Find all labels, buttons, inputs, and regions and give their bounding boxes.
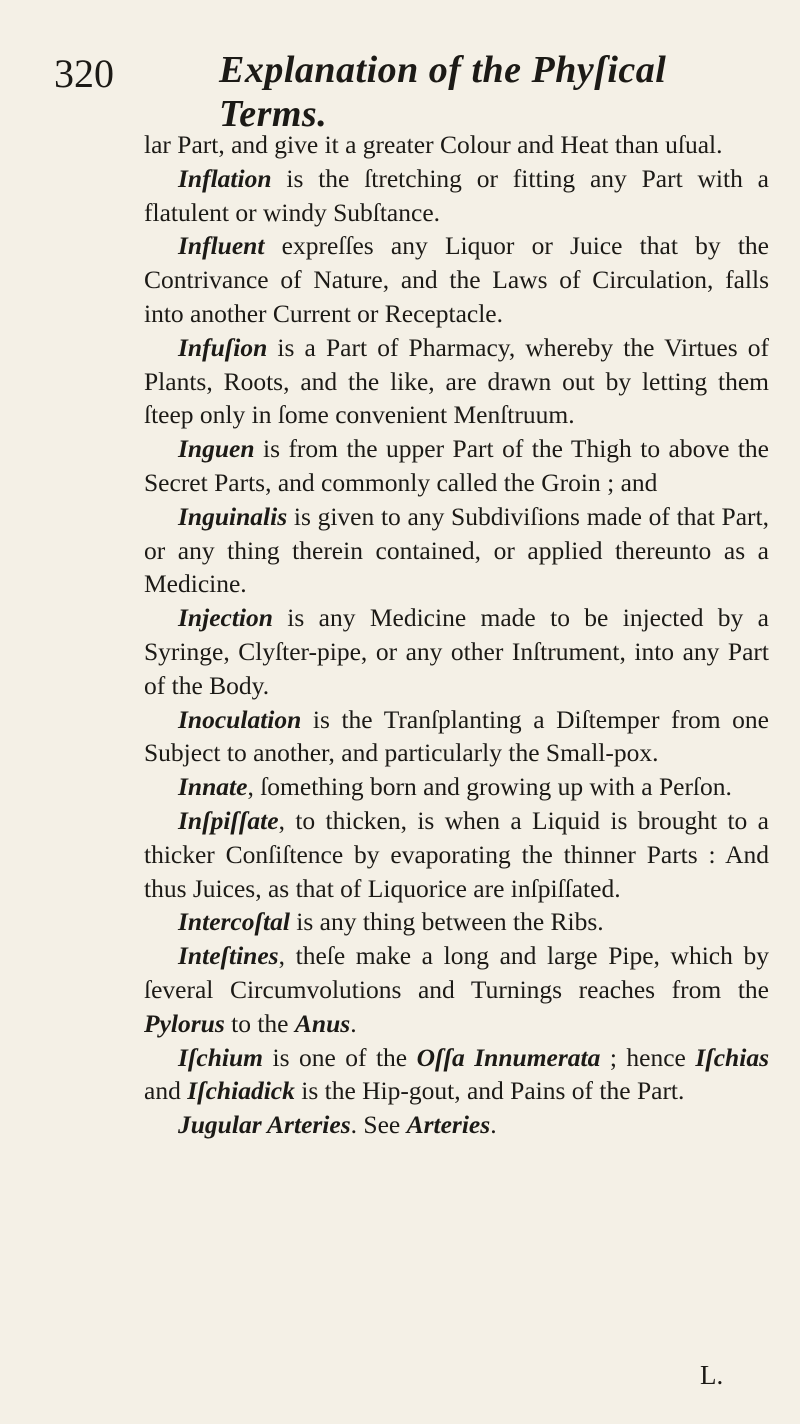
glossary-entry xyxy=(144,1041,769,1109)
italic-word: Anus xyxy=(294,1008,351,1038)
italic-word: Oſſa Innumerata xyxy=(416,1042,601,1072)
glossary-entry xyxy=(144,1108,769,1142)
italic-word: Pylorus xyxy=(144,1008,225,1038)
entry-term: Injection xyxy=(178,603,273,633)
glossary-entry xyxy=(144,331,769,432)
entry-term: Inoculation xyxy=(178,704,302,734)
entry-text: lar Part, and give it a greater Colour and Heat than uſual. xyxy=(144,130,723,159)
glossary-entry xyxy=(144,601,769,702)
entry-text: ; hence xyxy=(600,1042,686,1072)
entry-term: Iſchium xyxy=(178,1042,264,1072)
entry-text: , to thicken, is when a Liquid is brought to a thicker Conſiſtence by evaporating the thinner Parts : And thus Juices, as that of Liquorice are inſpiſſated. xyxy=(144,805,769,903)
entry-text: , ſomething born and growing up with a Perſon. xyxy=(247,772,732,802)
italic-word: Iſchiadick xyxy=(187,1076,295,1106)
entry-text: to the xyxy=(224,1008,295,1038)
entry-term: Intercoſtal xyxy=(178,907,290,937)
entry-text: and xyxy=(144,1076,188,1106)
entry-text: is the Tranſplanting a Diſtemper from one Subject to another, and particularly the Small-pox. xyxy=(144,704,769,768)
entry-text: is the ſtretching or fitting any Part with a flatulent or windy Subſtance. xyxy=(144,163,769,227)
glossary-entry xyxy=(144,128,769,162)
glossary-entry xyxy=(144,229,769,330)
glossary-entry xyxy=(144,770,769,804)
entry-term: Inſpiſſate xyxy=(178,805,279,835)
entry-term: Inteſtines xyxy=(178,941,279,971)
entry-term: Infuſion xyxy=(178,332,268,362)
entry-text: is given to any Subdiviſions made of that Part, or any thing therein contained, or applied thereunto as a Medicine. xyxy=(144,501,769,599)
glossary-entry xyxy=(144,703,769,771)
entry-text: is any thing between the Ribs. xyxy=(289,907,604,937)
page-number: 320 xyxy=(54,51,114,96)
page-header-title: Explanation of the Phyſical Terms. xyxy=(219,49,667,135)
entry-text: is any Medicine made to be injected by a Syringe, Clyſter-pipe, or any other Inſtrument, into any Part of the Body. xyxy=(144,603,769,700)
glossary-entry xyxy=(144,804,769,905)
entry-term: Inflation xyxy=(178,163,272,193)
glossary-entry xyxy=(144,432,769,500)
italic-word: Arteries xyxy=(406,1110,491,1140)
entry-term: Innate xyxy=(178,772,248,802)
glossary-entry xyxy=(144,905,769,939)
entry-term: Inguen xyxy=(178,434,255,464)
glossary-entry xyxy=(144,162,769,230)
entry-term: Influent xyxy=(178,231,265,261)
glossary-body xyxy=(144,128,769,1142)
entry-text: is from the upper Part of the Thigh to above the Secret Parts, and commonly called the Groin ; and xyxy=(144,434,769,497)
catchword: L. xyxy=(700,1360,724,1390)
entry-term: Jugular Arteries xyxy=(178,1110,351,1140)
glossary-entry xyxy=(144,939,769,1040)
entry-text: . xyxy=(350,1008,357,1038)
entry-text: is a Part of Pharmacy, whereby the Virtues of Plants, Roots, and the like, are drawn out by letting them ſteep only in ſome convenient Menſtruum. xyxy=(144,332,769,430)
entry-text: . See xyxy=(350,1110,407,1140)
entry-text: is the Hip-gout, and Pains of the Part. xyxy=(294,1076,685,1106)
entry-text: expreſſes any Liquor or Juice that by the Contrivance of Nature, and the Laws of Circulation, falls into another Current or Receptacle. xyxy=(144,231,769,328)
running-head xyxy=(54,44,754,135)
entry-text: , theſe make a long and large Pipe, which by ſeveral Circumvolutions and Turnings reaches from the xyxy=(144,941,769,1004)
glossary-entry xyxy=(144,500,769,601)
entry-text: . xyxy=(490,1110,497,1140)
italic-word: Iſchias xyxy=(695,1042,769,1072)
entry-term: Inguinalis xyxy=(178,501,288,531)
entry-text: is one of the xyxy=(263,1042,417,1072)
